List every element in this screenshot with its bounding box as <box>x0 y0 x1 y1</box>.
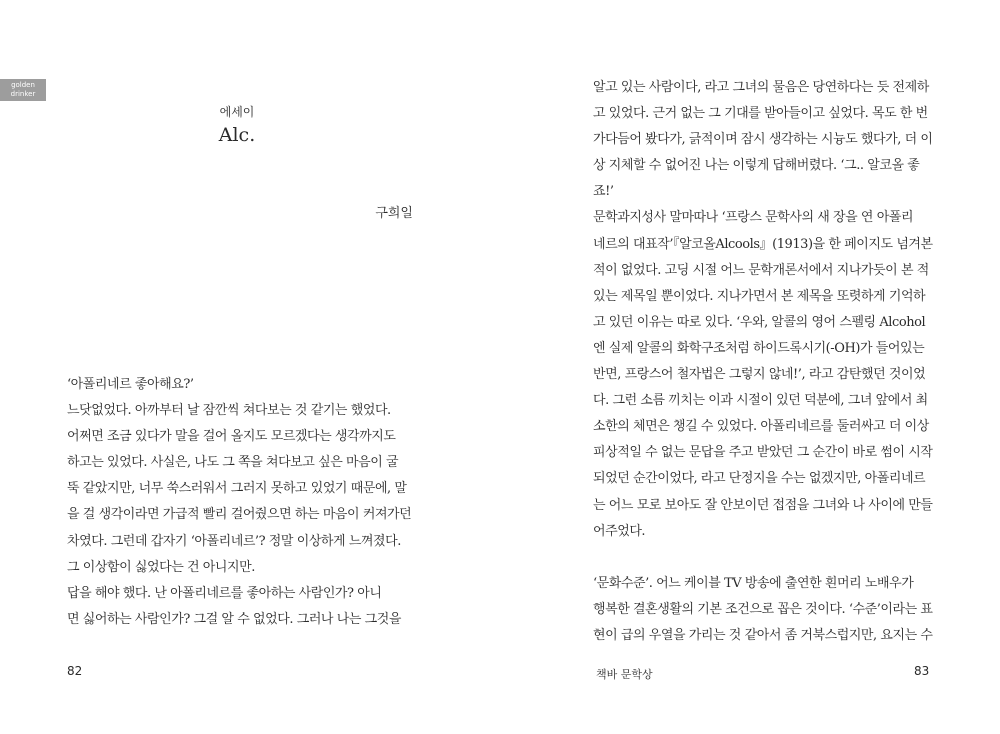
text-line: 상 지체할 수 없어진 나는 이렇게 답해버렸다. ‘그.. 알코올 좋 <box>593 158 920 174</box>
essay-title: Alc. <box>218 124 256 146</box>
text-line: 반면, 프랑스어 철자법은 그렇지 않네!’, 라고 감탄했던 것이었 <box>593 367 926 383</box>
text-line: 고 있었다. 근거 없는 그 기대를 받아들이고 싶었다. 목도 한 번 <box>593 106 928 122</box>
right-page <box>500 0 1000 734</box>
running-footer: 책바 문학상 <box>596 668 653 681</box>
text-line: ‘문화수준’. 어느 케이블 TV 방송에 출연한 흰머리 노배우가 <box>593 575 914 591</box>
text-line: 엔 실제 알콜의 화학구조처럼 하이드록시기(-OH)가 들어있는 <box>593 340 925 356</box>
text-line: 알고 있는 사람이다, 라고 그녀의 물음은 당연하다는 듯 전제하 <box>593 80 929 95</box>
text-line: 는 어느 모로 보아도 잘 안보이던 접점을 그녀와 나 사이에 만들 <box>593 497 933 513</box>
text-line: 어쩌면 조금 있다가 말을 걸어 올지도 모르겠다는 생각까지도 <box>67 429 396 445</box>
text-line: 답을 해야 했다. 난 아폴리네르를 좋아하는 사람인가? 아니 <box>67 585 382 601</box>
text-line: 어주었다. <box>593 523 646 539</box>
text-line: 피상적일 수 없는 문답을 주고 받았던 그 순간이 바로 썸이 시작 <box>593 445 933 461</box>
text-line: 하고는 있었다. 사실은, 나도 그 쪽을 쳐다보고 싶은 마음이 굴 <box>67 455 399 471</box>
text-line: 되었던 순간이었다, 라고 단정지을 수는 없겠지만, 아폴리네르 <box>593 471 926 487</box>
text-line: 네르의 대표작’『알코올Alcools』(1913)을 한 페이지도 넘겨본 <box>593 236 933 252</box>
author-name: 구희일 <box>375 206 413 221</box>
text-line: 있는 제목일 뿐이었다. 지나가면서 본 제목을 또렷하게 기억하 <box>593 288 926 304</box>
right-body-text <box>593 75 939 649</box>
text-line: 소한의 체면은 챙길 수 있었다. 아폴리네르를 둘러싸고 더 이상 <box>593 419 929 435</box>
text-line: 죠!’ <box>593 184 614 200</box>
text-line: 차였다. 그런데 갑자기 ‘아폴리네르’? 정말 이상하게 느껴졌다. <box>67 533 401 549</box>
section-tab <box>0 79 46 101</box>
text-line: 고 있던 이유는 따로 있다. ‘우와, 알콜의 영어 스펠링 Alcohol <box>593 314 926 330</box>
text-line: 다. 그런 소름 끼치는 이과 시절이 있던 덕분에, 그녀 앞에서 최 <box>593 393 928 409</box>
text-line: 문학과지성사 말마따나 ‘프랑스 문학사의 새 장을 연 아폴리 <box>593 210 914 226</box>
text-line: 적이 없었다. 고딩 시절 어느 문학개론서에서 지나가듯이 본 적 <box>593 262 929 278</box>
text-line: 그 이상함이 싫었다는 건 아니지만. <box>67 559 255 575</box>
section-tab-line-2: drinker <box>10 90 36 98</box>
text-line: 을 걸 생각이라면 가급적 빨리 걸어줬으면 하는 마음이 커져가던 <box>67 507 412 523</box>
page-number-right: 83 <box>914 664 930 678</box>
section-tab-line-1: golden <box>11 81 35 89</box>
text-line: 현이 급의 우열을 가리는 것 같아서 좀 거북스럽지만, 요지는 수 <box>593 627 933 643</box>
text-line: ‘아폴리네르 좋아해요?’ <box>67 377 194 392</box>
page-number-left: 82 <box>67 664 83 678</box>
left-body-text <box>67 372 413 633</box>
category-label: 에세이 <box>219 105 255 119</box>
text-line: 행복한 결혼생활의 기본 조건으로 꼽은 것이다. ‘수준’이라는 표 <box>593 601 933 617</box>
paragraph-gap <box>593 545 939 571</box>
text-line: 느닷없었다. 아까부터 날 잠깐씩 쳐다보는 것 같기는 했었다. <box>67 403 391 419</box>
text-line: 가다듬어 봤다가, 긁적이며 잠시 생각하는 시늉도 했다가, 더 이 <box>593 132 933 148</box>
text-line: 뚝 같았지만, 너무 쑥스러워서 그러지 못하고 있었기 때문에, 말 <box>67 481 407 497</box>
text-line: 면 싫어하는 사람인가? 그걸 알 수 없었다. 그러나 나는 그것을 <box>67 611 401 627</box>
